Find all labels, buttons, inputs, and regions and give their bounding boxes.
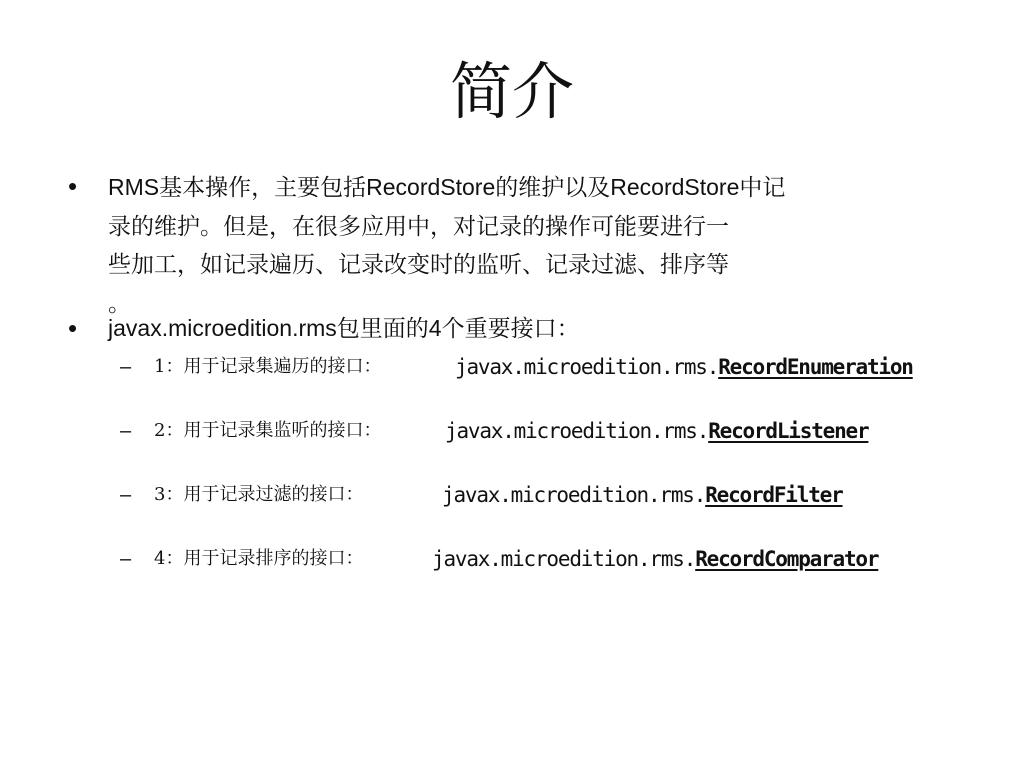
bullet-marker-2: • — [68, 313, 78, 343]
sub-item-dash: – — [120, 356, 132, 378]
sub-item-label: 4：用于记录排序的接口： — [154, 548, 364, 569]
interface-name — [442, 478, 843, 512]
interface-name — [455, 350, 913, 384]
sub-item-label: 3：用于记录过滤的接口： — [154, 484, 364, 505]
bullet-1-text — [108, 168, 908, 323]
interface-class-name: RecordEnumeration — [718, 355, 913, 379]
interface-class-name: RecordListener — [708, 419, 869, 443]
sub-item-dash: – — [120, 420, 132, 442]
interface-class-name: RecordFilter — [705, 483, 843, 507]
interface-name — [432, 542, 878, 576]
bullet-1-line-4: 。 — [108, 290, 131, 317]
sub-item-dash: – — [120, 548, 132, 570]
slide-title: 简介 — [449, 55, 574, 128]
sub-item-dash: – — [120, 484, 132, 506]
package-name: javax.microedition.rms. — [455, 355, 719, 379]
bullet-2-text: javax.microedition.rms包里面的4个重要接口： — [108, 315, 580, 342]
bullet-1-line-2: 录的维护。但是，在很多应用中，对记录的操作可能要进行一 — [108, 213, 729, 240]
sub-item-label: 2：用于记录集监听的接口： — [154, 420, 382, 441]
interface-name — [445, 414, 868, 448]
bullet-1-line-3: 些加工，如记录遍历、记录改变时的监听、记录过滤、排序等 — [108, 252, 729, 278]
package-name: javax.microedition.rms. — [442, 483, 706, 507]
sub-item-label: 1：用于记录集遍历的接口： — [154, 356, 382, 377]
bullet-marker-1: • — [68, 171, 78, 201]
interface-class-name: RecordComparator — [695, 547, 879, 571]
package-name: javax.microedition.rms. — [445, 419, 709, 443]
bullet-1-line-1: RMS基本操作，主要包括RecordStore的维护以及RecordStore中记 — [108, 174, 786, 201]
package-name: javax.microedition.rms. — [432, 547, 696, 571]
